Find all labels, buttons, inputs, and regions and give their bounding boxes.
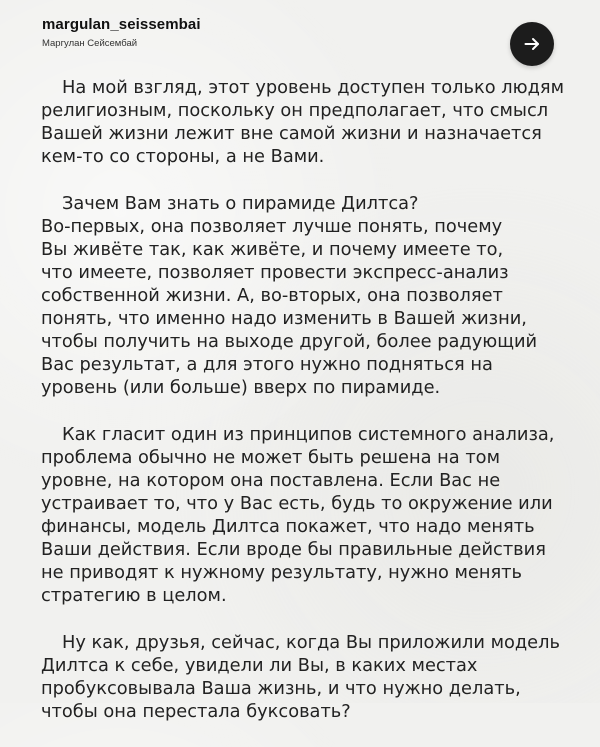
text-line: Во-первых, она позволяет лучше понять, почему [41,216,503,237]
text-line: что имеете, позволяет провести экспресс-анализ [41,262,509,283]
text-line: Ну как, друзья, сейчас, когда Вы приложили модель [62,632,560,653]
text-line: собственной жизни. А, во-вторых, она позволяет [41,285,503,306]
text-line: стратегию в целом. [41,585,227,606]
text-line: Дилтса к себе, увидели ли Вы, в каких местах [41,655,478,676]
text-line: Вы живёте так, как живёте, и почему имеете то, [41,239,504,260]
text-line: устраивает то, что у Вас есть, будь то окружение или [41,493,553,514]
text-line: понять, что именно надо изменить в Вашей жизни, [41,308,527,329]
text-line: уровень (или больше) вверх по пирамиде. [41,377,441,398]
display-name: Маргулан Сейсембай [42,38,138,49]
text-line: Вас результат, а для этого нужно подняться на [41,354,493,375]
next-button[interactable] [510,22,554,66]
text-line: На мой взгляд, этот уровень доступен только людям [62,77,564,98]
text-line: проблема обычно не может быть решена на том [41,447,500,468]
article-body [41,76,571,747]
text-line: Как гласит один из принципов системного анализа, [62,424,555,445]
paragraph [41,192,571,399]
paragraph [41,423,571,607]
text-line: кем-то со стороны, а не Вами. [41,146,325,167]
text-line: уровне, на котором она поставлена. Если Вас не [41,470,501,491]
text-line: пробуксовывала Ваша жизнь, и что нужно делать, [41,678,521,699]
text-line: Вашей жизни лежит вне самой жизни и назначается [41,123,542,144]
text-line: Зачем Вам знать о пирамиде Дилтса? [62,193,419,214]
text-line: религиозным, поскольку он предполагает, что смысл [41,100,549,121]
arrow-right-icon [522,34,542,54]
paragraph [41,76,571,168]
text-line: чтобы она перестала буксовать? [41,701,351,722]
text-line: финансы, модель Дилтса покажет, что надо менять [41,516,535,537]
username[interactable]: margulan_seissembai [42,16,201,33]
post-header [42,16,201,49]
text-line: чтобы получить на выходе другой, более радующий [41,331,538,352]
text-line: не приводят к нужному результату, нужно менять [41,562,523,583]
text-line: Ваши действия. Если вроде бы правильные действия [41,539,546,560]
paragraph [41,631,571,723]
